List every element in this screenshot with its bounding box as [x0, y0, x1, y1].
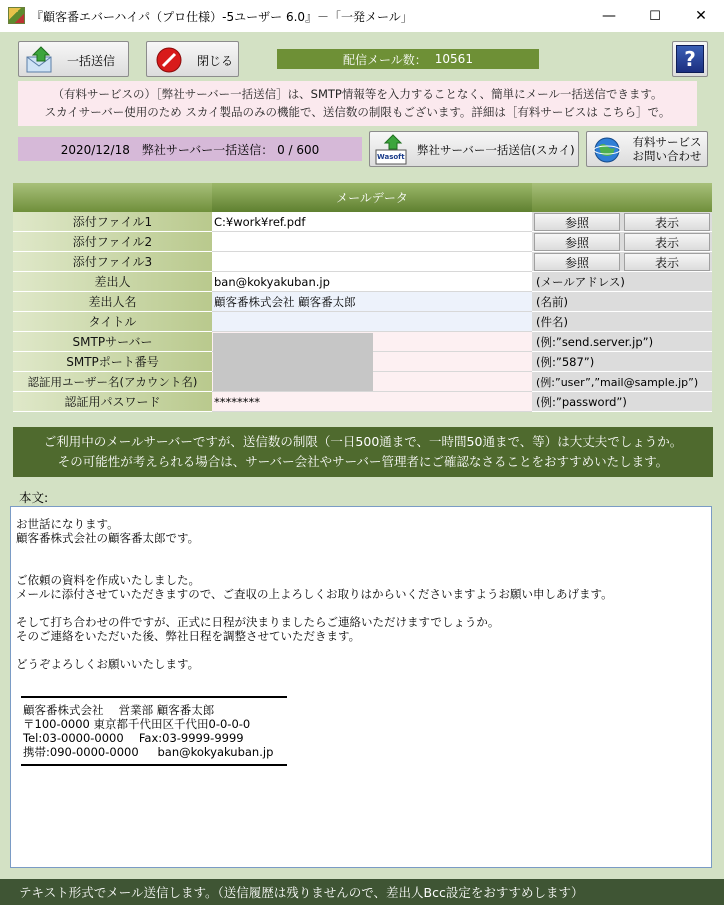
attachment-3-input[interactable] [212, 252, 532, 272]
smtp-server-hint: (例:”send.server.jp”) [532, 332, 712, 352]
auth-password-input[interactable]: ******** [212, 392, 532, 412]
mail-send-icon [25, 45, 55, 75]
paid-service-notice [18, 81, 697, 126]
sender-hint: (メールアドレス) [532, 272, 712, 292]
attachment-1-label: 添付ファイル1 [13, 212, 212, 232]
window-title: 『顧客番エバーハイパ（プロ仕様）-5ユーザー 6.0』－「一発メール」 [31, 10, 413, 24]
attachment-2-browse-button[interactable]: 参照 [534, 233, 620, 251]
sender-name-label: 差出人名 [13, 292, 212, 312]
attachment-2-label: 添付ファイル2 [13, 232, 212, 252]
form-row-attachment-2 [13, 232, 712, 252]
bulk-send-button[interactable] [18, 41, 129, 77]
notice-line-1: （有料サービスの）［弊社サーバー一括送信］は、SMTP情報等を入力することなく、簡単にメール一括送信できます。 [52, 87, 663, 101]
auth-user-hint: (例:”user”,”mail@sample.jp”) [532, 372, 712, 392]
wasoft-logo-text: Wasoft [377, 153, 405, 161]
paid-service-line-2: お問い合わせ [632, 149, 702, 163]
signature-top-rule [21, 696, 287, 698]
sender-name-input[interactable]: 顧客番株式会社 顧客番太郎 [212, 292, 532, 312]
attachment-1-input[interactable]: C:¥work¥ref.pdf [212, 212, 532, 232]
warning-line-1: ご利用中のメールサーバーですが、送信数の制限（一日500通まで、一時間50通まで、等）は大丈夫でしょうか。 [43, 434, 683, 449]
auth-password-hint: (例:”password”) [532, 392, 712, 412]
form-row-sender-name [13, 292, 712, 312]
smtp-server-label: SMTPサーバー [13, 332, 212, 352]
attachment-1-show-button[interactable]: 表示 [624, 213, 710, 231]
paid-service-line-1: 有料サービス [632, 135, 702, 149]
mail-data-form [13, 183, 712, 412]
body-label: 本文: [19, 490, 49, 505]
body-text: お世話になります。 顧客番株式会社の顧客番太郎です。 ご依頼の資料を作成いたしました。 メールに添付させていただきますので、ご査収の上よろしくお取りはからいくださいますようお願い申しあげます。 そして打ち合わせの件ですが、正式に日程が決まりましたらご連絡いただけますでしょうか。 そのご連絡をいただいた後、弊社日程を調整させていただきます。 どうぞよろしくお願いいたします。 [16, 517, 613, 671]
attachment-3-label: 添付ファイル3 [13, 252, 212, 272]
form-row-attachment-3 [13, 252, 712, 272]
wasoft-send-icon [375, 134, 407, 166]
delivery-count [277, 49, 539, 69]
warning-line-2: その可能性が考えられる場合は、サーバー会社やサーバー管理者にご確認なさることをおすすめいたします。 [57, 454, 669, 469]
status-bar: テキスト形式でメール送信します。（送信履歴は残りませんので、差出人Bcc設定をおすすめします） [0, 879, 724, 905]
globe-icon [593, 136, 621, 164]
auth-user-label: 認証用ユーザー名(アカウント名) [13, 372, 212, 392]
delivery-count-label: 配信メール数： [343, 52, 427, 67]
signature-bottom-rule [21, 764, 287, 766]
close-button[interactable] [146, 41, 239, 77]
attachment-2-show-button[interactable]: 表示 [624, 233, 710, 251]
sender-label: 差出人 [13, 272, 212, 292]
help-icon: ? [676, 45, 704, 73]
paid-service-inquiry-button[interactable] [586, 131, 708, 167]
smtp-port-label: SMTPポート番号 [13, 352, 212, 372]
signature-text: 顧客番株式会社 営業部 顧客番太郎 〒100-0000 東京都千代田区千代田0-0-0-0 Tel:03-0000-0000 Fax:03-9999-9999 携帯:090-0000-0000 ban@kokyakuban.jp [23, 703, 274, 759]
redacted-smtp-block [213, 333, 373, 391]
minimize-button[interactable]: — [602, 8, 616, 24]
title-bar [0, 0, 724, 32]
form-row-attachment-1 [13, 212, 712, 232]
form-header-right [532, 183, 712, 212]
smtp-port-hint: (例:”587”) [532, 352, 712, 372]
server-bulk-send-button[interactable] [369, 131, 579, 167]
title-input[interactable] [212, 312, 532, 332]
close-label: 閉じる [197, 54, 234, 68]
attachment-3-show-button[interactable]: 表示 [624, 253, 710, 271]
stop-icon [155, 46, 183, 74]
app-icon [8, 7, 25, 24]
title-hint: (件名) [532, 312, 712, 332]
form-row-auth-password [13, 392, 712, 412]
attachment-2-input[interactable] [212, 232, 532, 252]
server-bulk-send-label: 弊社サーバー一括送信(スカイ) [417, 143, 575, 157]
form-header: メールデータ [212, 183, 532, 212]
delivery-count-value: 10561 [434, 52, 473, 66]
form-row-sender [13, 272, 712, 292]
sender-name-hint: (名前) [532, 292, 712, 312]
auth-password-label: 認証用パスワード [13, 392, 212, 412]
attachment-3-browse-button[interactable]: 参照 [534, 253, 620, 271]
sender-input[interactable]: ban@kokyakuban.jp [212, 272, 532, 292]
title-label: タイトル [13, 312, 212, 332]
form-header-left [13, 183, 212, 212]
notice-line-2: スカイサーバー使用のため スカイ製品のみの機能で、送信数の制限もございます。詳細は［有料サービスは こちら］で。 [44, 105, 671, 119]
server-limit-warning [13, 427, 713, 477]
maximize-button[interactable]: ☐ [649, 8, 661, 24]
form-row-title [13, 312, 712, 332]
server-send-status: 2020/12/18 弊社サーバー一括送信： 0 / 600 [18, 137, 362, 161]
bulk-send-label: 一括送信 [67, 54, 116, 68]
attachment-1-browse-button[interactable]: 参照 [534, 213, 620, 231]
body-textarea[interactable] [10, 506, 712, 868]
help-button[interactable] [672, 41, 708, 77]
close-window-button[interactable]: ✕ [695, 8, 707, 24]
